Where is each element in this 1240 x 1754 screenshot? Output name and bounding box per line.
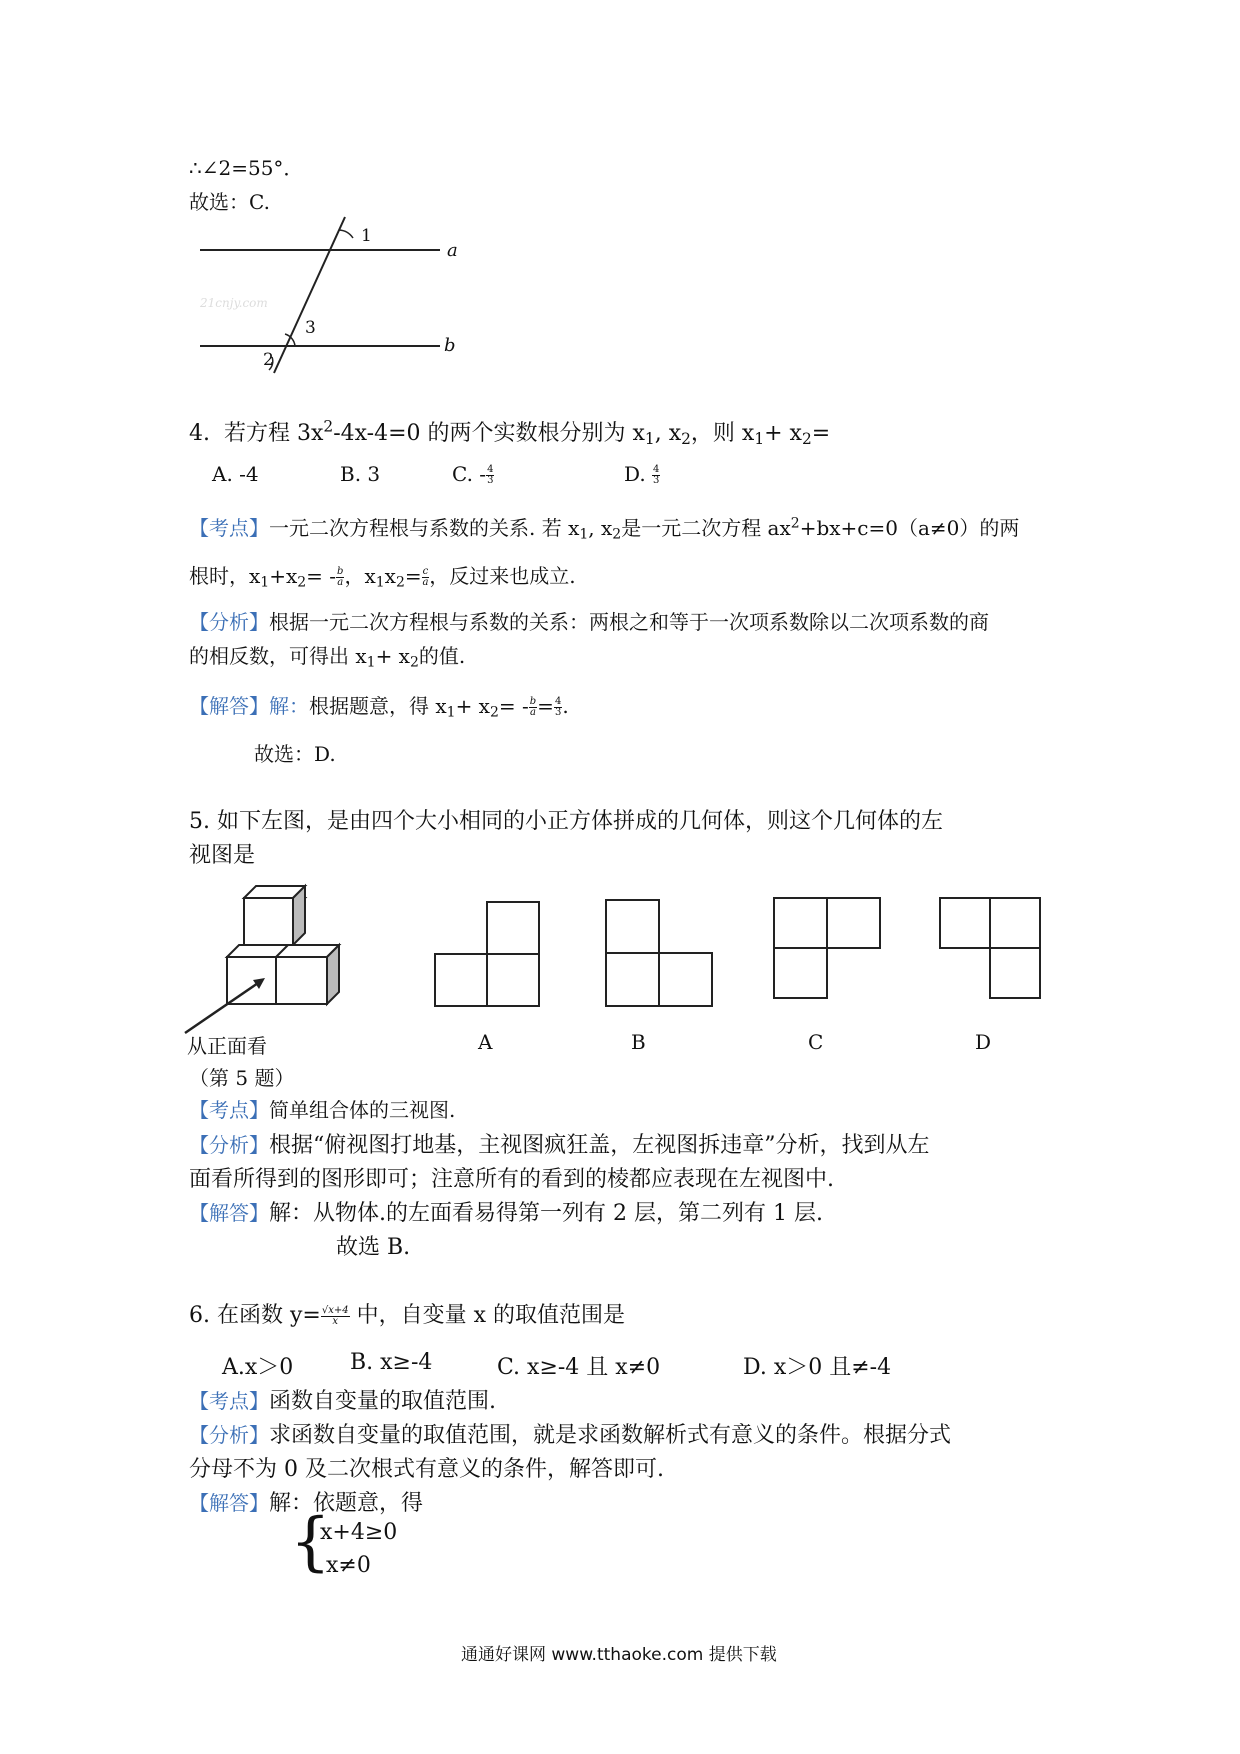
angle-1-label: 1 [361,226,372,246]
q5-option-d-label: D [975,1030,992,1054]
q5-option-a-figure [433,900,541,1012]
q5-stem-1: 5. 如下左图，是由四个大小相同的小正方体拼成的几何体，则这个几何体的左 [189,809,944,834]
q3-conclusion: ∴∠2=55°． [189,156,304,180]
q5-option-b-label: B [631,1030,646,1054]
equation-system-brace: { [290,1505,331,1579]
q6-jieda: 【解答】解：依题意，得 [189,1491,424,1516]
parallel-lines-figure [195,210,465,380]
q5-option-d-figure [938,896,1044,1000]
q3-answer: 故选：C. [189,190,270,214]
q6-kaodian: 【考点】函数自变量的取值范围. [189,1389,496,1414]
line-a-label: a [447,240,458,261]
cube-solid-figure [185,878,345,1038]
q4-stem: 4. 若方程 $3x^2-4x-4=0$ 的两个实数根分别为 $x_1$, $x_2$，则 $x_1+ x_2=$ [189,417,831,448]
q6-fenxi-2: 分母不为 0 及二次根式有意义的条件，解答即可. [189,1457,664,1482]
q5-fenxi-1: 【分析】根据“俯视图打地基，主视图疯狂盖，左视图拆违章”分析，找到从左 [189,1133,930,1158]
q4-option-a: A. -4 [212,462,259,486]
line-b-label: b [444,335,456,356]
q6-option-d: D. x＞0 且≠-4 [743,1355,892,1380]
q4-fenxi-1: 【分析】根据一元二次方程根与系数的关系：两根之和等于一次项系数除以二次项系数的商 [189,610,989,634]
q4-option-b: B. 3 [340,462,381,486]
page-footer: 通通好课网 www.tthaoke.com 提供下载 [461,1645,777,1665]
q6-option-c: C. x≥-4 且 x≠0 [497,1355,661,1380]
q4-jieda: 【解答】解：根据题意，得 $x_1+ x_2=$ - $\frac{b}{a}$ = $\frac{4}{3}$ . [189,694,569,721]
q5-kaodian: 【考点】简单组合体的三视图. [189,1098,456,1122]
jieda-tag: 【解答】 [189,694,269,718]
kaodian-tag: 【考点】 [189,516,269,540]
q4-number: 4. [189,421,210,446]
q4-kaodian: 【考点】一元二次方程根与系数的关系. 若 $x_1$, $x_2$是一元二次方程 $ax^2+bx+c=0(a\ne 0)$的两 [189,515,1020,543]
q5-fenxi-2: 面看所得到的图形即可；注意所有的看到的棱都应表现在左视图中. [189,1167,834,1192]
system-equation-1: x+4≥0 [320,1520,398,1545]
q4-answer: 故选：D. [254,742,336,766]
q5-option-c-label: C [808,1030,824,1054]
q5-option-a-label: A [478,1030,493,1054]
q5-jieda: 【解答】解：从物体.的左面看易得第一列有 2 层，第二列有 1 层. [189,1201,823,1226]
q6-option-a: A.x＞0 [222,1355,294,1380]
q5-option-c-figure [772,896,882,1000]
q5-option-b-figure [604,898,714,1010]
system-equation-2: x≠0 [326,1553,371,1578]
q4-option-c: C. - $\frac{4}{3}$ [452,462,494,486]
q6-fenxi-1: 【分析】求函数自变量的取值范围，就是求函数解析式有意义的条件。根据分式 [189,1423,952,1448]
fenxi-tag: 【分析】 [189,610,269,634]
q6-option-b: B. x≥-4 [350,1350,433,1375]
q6-stem: 6. 在函数 y= $\frac{√x+4}{x}$ 中，自变量 x 的取值范围是 [189,1303,626,1328]
q4-fenxi-2: 的相反数，可得出 $x_1+ x_2$的值. [189,644,466,671]
angle-3-label: 3 [305,318,316,338]
q5-answer: 故选 B. [336,1235,411,1260]
watermark: 21cnjy.com [200,296,268,310]
q4-option-d: D. $\frac{4}{3}$ [624,462,660,486]
q5-caption: （第 5 题） [189,1066,295,1090]
q4-kaodian-line2: 根时，$x_1+x_2=$ - $\frac{b}{a}$ ，$x_1x_2=$ $\frac{c}{a}$ ，反过来也成立. [189,564,576,591]
angle-2-label: 2 [263,350,274,370]
q5-stem-2: 视图是 [189,843,256,868]
q5-view-label: 从正面看 [187,1034,267,1058]
